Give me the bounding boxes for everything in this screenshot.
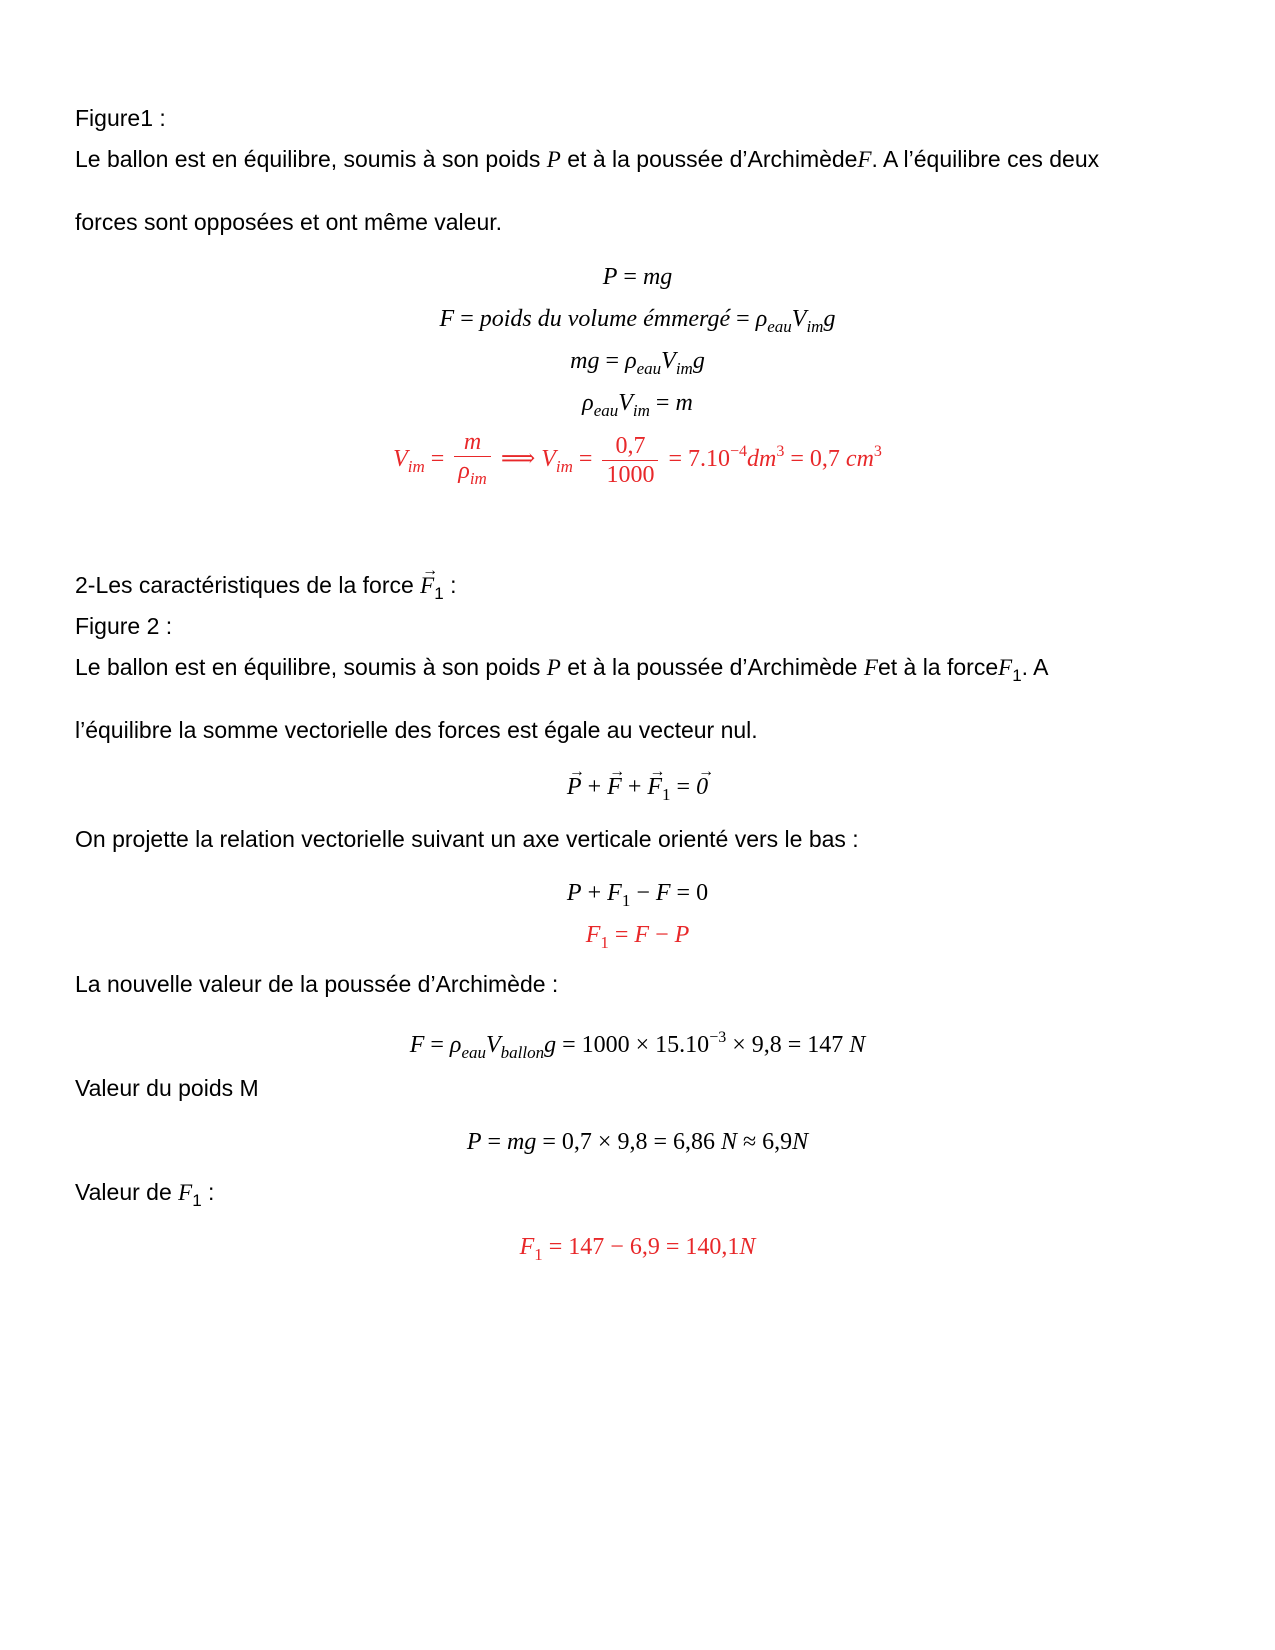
math-var: ρ <box>582 390 594 416</box>
math-var: ρ <box>449 1032 462 1058</box>
equation-f1-result <box>0 1232 1275 1270</box>
math-sub: im <box>407 457 425 477</box>
math-vector: → P <box>567 772 582 802</box>
math-number: = 147 − 6,9 = 140,1 <box>542 1234 740 1260</box>
math-var: m <box>675 390 693 416</box>
text-run: et à la poussée d’Archimède <box>560 146 858 172</box>
math-sub: 1 <box>534 1245 543 1264</box>
equation-mass <box>0 388 1275 426</box>
math-var: ρ <box>755 306 768 332</box>
math-sup: 3 <box>873 443 882 461</box>
equation-equilibrium <box>0 346 1275 384</box>
math-var: mg <box>570 348 600 374</box>
math-op: = <box>481 1129 508 1155</box>
math-op: = <box>649 390 676 416</box>
fraction-denominator <box>454 457 491 493</box>
equation-weight <box>0 262 1275 292</box>
math-sub: im <box>632 401 650 420</box>
math-sup: −3 <box>709 1029 727 1046</box>
math-var: g <box>544 1032 557 1058</box>
math-op: = <box>424 1032 450 1058</box>
math-op: = <box>670 774 697 800</box>
math-unit: N <box>739 1234 756 1260</box>
equation-archimede-value <box>0 1023 1275 1068</box>
math-number: = 0,7 × 9,8 = 6,86 <box>536 1129 721 1155</box>
math-number: ≈ 6,9 <box>737 1129 793 1155</box>
math-var: F <box>607 880 622 906</box>
math-sub: eau <box>593 401 619 420</box>
math-op: − <box>630 880 656 906</box>
math-op: + <box>621 774 648 800</box>
math-vector: → F <box>647 772 662 802</box>
math-unit: N <box>720 1129 737 1155</box>
text-run: . A l’équilibre ces deux <box>871 146 1100 172</box>
text-run: : <box>201 1179 215 1205</box>
math-var: F <box>409 1032 425 1058</box>
math-var: V <box>791 306 807 332</box>
math-text: poids du volume émmergé <box>479 306 731 332</box>
text-run: et à la poussée d’Archimède <box>560 654 864 680</box>
math-var: F <box>998 655 1013 680</box>
text-run: Le ballon est en équilibre, soumis à son poids <box>75 146 547 172</box>
poids-text: Valeur du poids M <box>75 1075 259 1101</box>
math-sup: −4 <box>730 443 748 461</box>
math-var: P <box>466 1129 482 1155</box>
math-sub: 1 <box>192 1191 202 1210</box>
section2-paragraph-line1 <box>75 653 1049 690</box>
math-vector: → F <box>607 772 622 802</box>
math-var: ρ <box>625 348 637 374</box>
text-run: et à la force <box>877 654 999 680</box>
equation-f1-expression <box>0 920 1275 958</box>
math-sub: 1 <box>434 584 444 603</box>
section1-paragraph-line1 <box>75 145 1099 174</box>
math-sup: 3 <box>776 443 785 461</box>
figure2-heading: Figure 2 : <box>75 613 173 639</box>
fraction-m-over-rho <box>454 428 491 493</box>
math-unit: N <box>792 1129 809 1155</box>
math-op: = <box>572 446 599 473</box>
figure1-heading: Figure1 : <box>75 105 166 131</box>
math-op: = <box>784 446 810 473</box>
equation-projection <box>0 878 1275 916</box>
text-run: 2-Les caractéristiques de la force <box>75 572 421 598</box>
fraction-numerator: m <box>454 428 491 457</box>
math-var: V <box>541 446 556 473</box>
equation-archimede-definition <box>0 304 1275 342</box>
section1-paragraph-line2: forces sont opposées et ont même valeur. <box>75 209 503 235</box>
math-var: P <box>566 880 582 906</box>
text-run: : <box>443 572 457 598</box>
section2-title <box>75 571 456 608</box>
fraction-denominator: 1000 <box>606 462 655 488</box>
math-var: mg <box>642 264 673 290</box>
math-var: F <box>519 1234 535 1260</box>
math-op: = <box>424 446 451 473</box>
math-var: F <box>585 922 601 948</box>
math-vector: → 0 <box>696 772 708 802</box>
math-var: P <box>602 264 618 290</box>
math-var: F <box>655 880 671 906</box>
text-run: Valeur de <box>75 1179 179 1205</box>
math-number: 7.10 <box>688 446 730 473</box>
math-op: = <box>608 922 635 948</box>
fraction-numerator: 0,7 <box>602 432 658 461</box>
math-sub: 1 <box>1012 666 1022 685</box>
math-sub: im <box>555 457 573 477</box>
math-var: P <box>546 655 561 680</box>
math-sub: im <box>675 359 693 378</box>
math-sub: 1 <box>662 785 671 804</box>
math-unit: cm <box>845 446 874 473</box>
math-number: × 9,8 = 147 <box>726 1032 850 1058</box>
math-sub: 1 <box>600 933 609 952</box>
math-var: V <box>618 390 633 416</box>
math-number: = 1000 × 15.10 <box>556 1032 710 1058</box>
section2-paragraph-line2: l’équilibre la somme vectorielle des forces est égale au vecteur nul. <box>75 717 758 743</box>
math-sub: 1 <box>621 891 631 910</box>
math-var: ρ <box>458 458 470 484</box>
math-number: 0 <box>696 880 709 906</box>
equation-volume-result <box>0 428 1275 493</box>
math-var: F <box>439 306 455 332</box>
text-run: . A <box>1021 654 1049 680</box>
math-var: F <box>857 147 872 172</box>
math-op: = <box>730 306 756 332</box>
math-op: = <box>599 348 626 374</box>
math-op: + <box>581 774 608 800</box>
text-run: Le ballon est en équilibre, soumis à son poids <box>75 654 547 680</box>
math-var: V <box>661 348 676 374</box>
math-sub: eau <box>767 317 792 336</box>
math-var: F <box>863 655 878 680</box>
projection-text: On projette la relation vectorielle suivant un axe verticale orienté vers le bas : <box>75 826 859 852</box>
math-sub: eau <box>461 1043 486 1062</box>
equation-weight-value <box>0 1127 1275 1157</box>
math-unit: dm <box>747 446 777 473</box>
math-op: = <box>454 306 480 332</box>
math-var: P <box>546 147 561 172</box>
math-op: − <box>649 922 675 948</box>
math-number: 0,7 <box>809 446 846 473</box>
math-op: ⟹ <box>494 446 542 473</box>
math-sub: im <box>469 469 487 488</box>
math-var: V <box>393 446 408 473</box>
math-op: = <box>670 880 697 906</box>
math-var: g <box>823 306 836 332</box>
math-sub: eau <box>636 359 662 378</box>
math-var: mg <box>507 1129 537 1155</box>
math-var: V <box>485 1032 501 1058</box>
math-sub: im <box>806 317 824 336</box>
archimede-text: La nouvelle valeur de la poussée d’Archimède : <box>75 971 559 997</box>
math-var: P <box>674 922 690 948</box>
math-op: = <box>617 264 643 290</box>
math-var: g <box>692 348 705 374</box>
fraction-value <box>602 432 658 489</box>
math-sub: ballon <box>500 1043 545 1062</box>
math-var: F <box>634 922 650 948</box>
math-op: = <box>662 446 688 473</box>
math-var: F <box>178 1180 193 1205</box>
valeur-f1-text <box>75 1178 214 1215</box>
math-op: + <box>581 880 608 906</box>
math-vector: → F <box>420 572 434 600</box>
equation-vector-sum <box>0 772 1275 810</box>
math-unit: N <box>849 1032 866 1058</box>
